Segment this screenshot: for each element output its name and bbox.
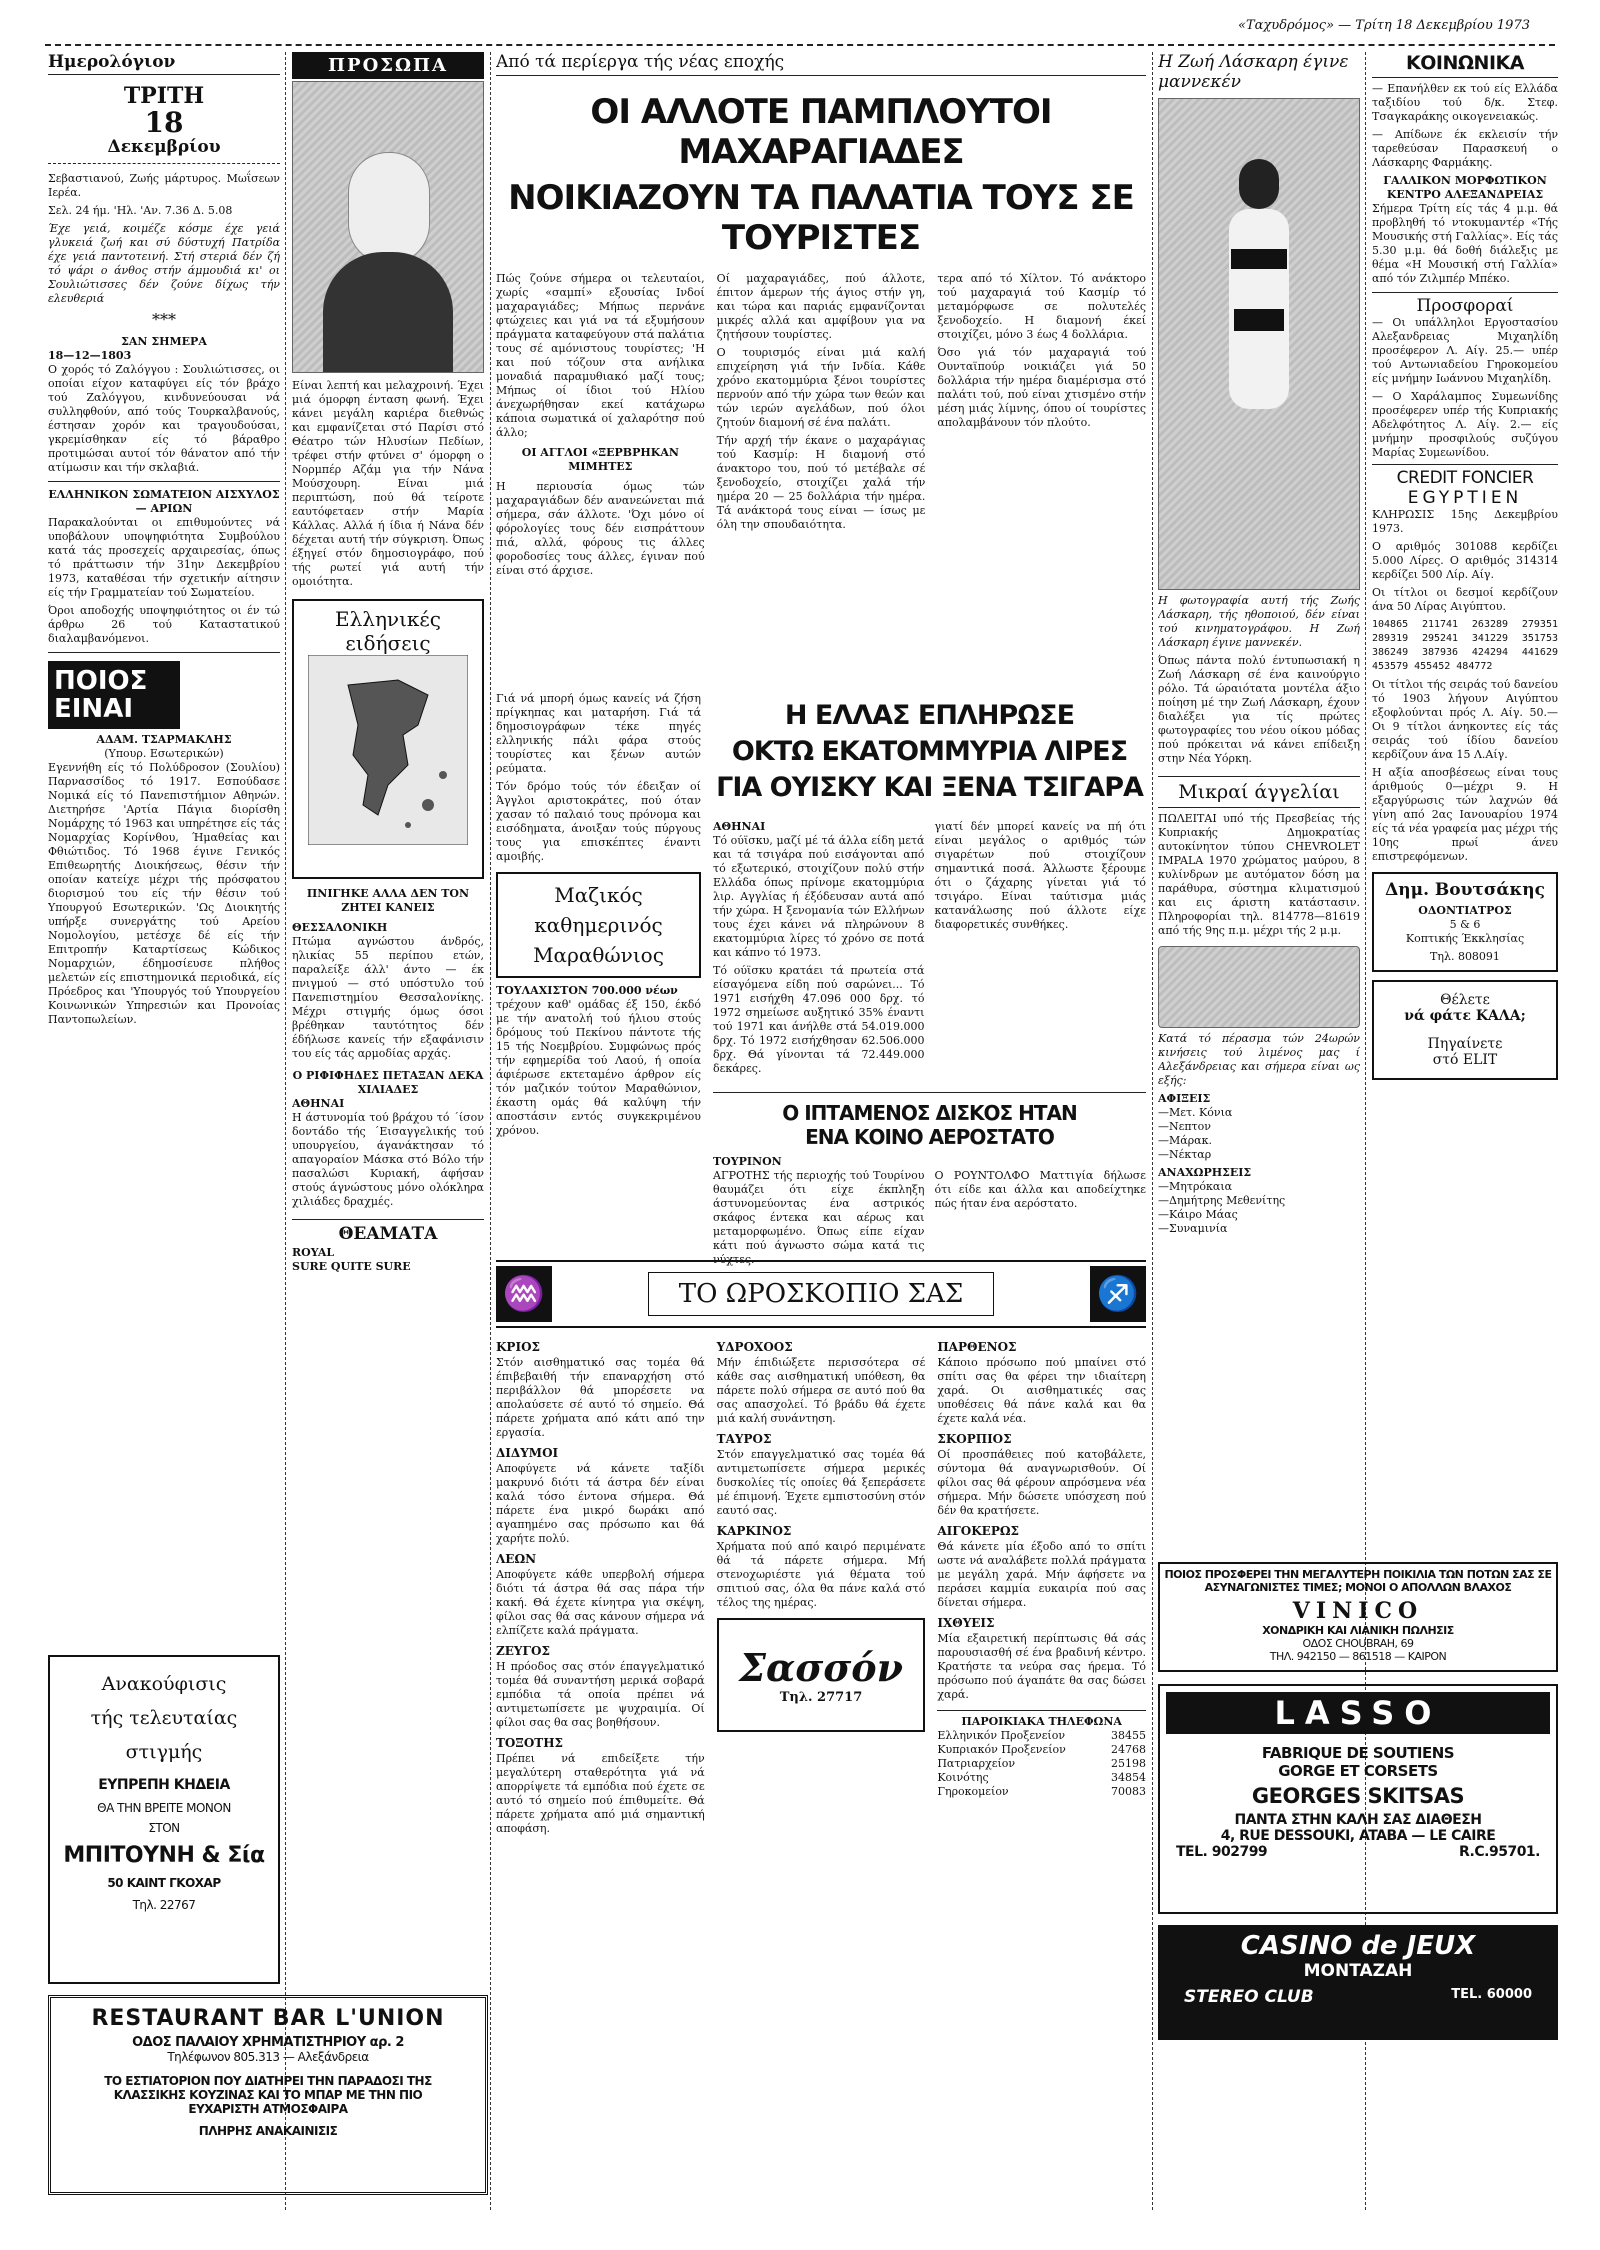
casino-club: STEREO CLUB xyxy=(1184,1987,1314,2007)
sign-name: ΖΕΥΓΟΣ xyxy=(496,1644,550,1658)
arrivals-heading: ΑΦΙΞΕΙΣ xyxy=(1158,1092,1211,1105)
sign-name: ΙΧΘΥΕΙΣ xyxy=(937,1616,995,1630)
dentist-address-number: 5 & 6 xyxy=(1449,918,1481,931)
balloon-headline-2: ΕΝΑ ΚΟΙΝΟ ΑΕΡΟΣΤΑΤΟ xyxy=(805,1125,1054,1149)
dentist-address: Κοπτικής Έκκλησίας xyxy=(1405,932,1525,945)
dentist-name: Δημ. Βουτσάκης xyxy=(1385,880,1545,900)
departure-item: —Κάιρο Μάας xyxy=(1158,1208,1238,1221)
whisky-headline-3: ΓΙΑ ΟΥΙΣΚΥ ΚΑΙ ΞΕΝΑ ΤΣΙΓΑΡΑ xyxy=(716,772,1143,803)
masthead: «Ταχυδρόμος» — Τρίτη 18 Δεκεμβρίου 1973 xyxy=(1238,18,1530,33)
elit-line-4: στό ELIT xyxy=(1432,1052,1498,1068)
social-item: — Επανήλθεν εκ τού είς Ελλάδα ταξιδίου τού δ/κ. Στεφ. Τσαγκαράκης οικογενειακώς. xyxy=(1372,82,1558,123)
greece-map-icon xyxy=(308,655,468,845)
departure-item: —Μητρόκαια xyxy=(1158,1180,1233,1193)
balloon-city: ΤΟΥΡΙΝΟΝ xyxy=(713,1155,782,1168)
classifieds-heading: Μικραί άγγελίαι xyxy=(1158,776,1360,808)
funeral-relief-3: στιγμής xyxy=(125,1741,203,1763)
phone-number: 70083 xyxy=(1111,1785,1146,1798)
elit-ad xyxy=(1372,980,1558,1080)
union-address: ΟΔΟΣ ΠΑΛΑΙΟΥ ΧΡΗΜΑΤΙΣΤΗΡΙΟΥ αρ. 2 xyxy=(132,2035,404,2050)
hellenic-news-box xyxy=(292,599,484,879)
sign-text: Οί προσπάθειες πού κατοβάλετε, σύντομα θά αναγνωρισθούν. Οί φίλοι σας θά φέρουν απρόσμενα νέα σήμερα. Μήν δώσετε υπόσχεση πού δέν θα κρατήσετε. xyxy=(937,1448,1146,1517)
story-text: Όσο γιά τόν μαχαραγιά τού Ουνταϊπούρ νοικιάζει γιά 50 δολλάρια τήν ημέρα διαμέρισμα στό παλάτι τού, πού είναι χτισμένο στήν μέση μιάς λίμνης, όπου οί τουρίστες απολαμβάνουν τόν πλούτο. xyxy=(937,346,1146,429)
sun-times: Σελ. 24 ήμ. 'Ηλ. 'Αν. 7.36 Δ. 5.08 xyxy=(48,204,233,217)
sasson-logo: Σασσόν xyxy=(739,1645,903,1690)
whisky-col-2 xyxy=(935,820,1147,1080)
sign-name: ΔΙΔΥΜΟΙ xyxy=(496,1446,559,1460)
social-heading: ΚΟΙΝΩΝΙΚΑ xyxy=(1372,52,1558,78)
vinico-address: ΟΔΟΣ CHOUBRAH, 69 xyxy=(1302,1637,1414,1650)
lasso-logo: LASSO xyxy=(1166,1692,1550,1734)
departures-heading: ΑΝΑΧΩΡΗΣΕΙΣ xyxy=(1158,1166,1252,1179)
royal-film: SURE QUITE SURE xyxy=(292,1260,411,1273)
day-number: 18 xyxy=(144,106,184,139)
sasson-phone: Τηλ. 27717 xyxy=(779,1690,863,1705)
phone-row xyxy=(937,1757,1146,1771)
today-text: Ο χορός τό Ζαλόγγου : Σουλιώτισσες, οι οποίαι είχον καταφύγει είς τόν βράχο τού Ζαλόγγου, κινδυνεύουσαι νά συλληφθούν, από τούς Τουρκαλβανούς, έστησαν χορόν και τραγουδούσαι, γκρεμίσθηκαν είς τό βάραθρο προτιμώσαι αυτοί τόν θάνατον από τήν ατίμωσιν και τήν σκλαβιά. xyxy=(48,363,280,474)
theatres-heading: ΘΕΑΜΑΤΑ xyxy=(292,1219,484,1244)
dentist-title: ΟΔΟΝΤΙΑΤΡΟΣ xyxy=(1418,904,1512,917)
association-heading: ΕΛΛΗΝΙΚΟΝ ΣΩΜΑΤΕΙΟΝ ΑΙΣΧΥΛΟΣ — ΑΡΙΩΝ xyxy=(48,488,280,515)
top-rule xyxy=(45,44,1555,46)
offers-text-2: — Ο Χαράλαμπος Συμεωνίδης προσέφερεν υπέρ τής Κυπριακής Αδελφότητος Λ. Αίγ. 2.— είς μνήμην προσφιλούς συζύγου Μαρίας Συμεωνίδου. xyxy=(1372,390,1558,459)
casino-title: CASINO de JEUX xyxy=(1240,1931,1476,1961)
phone-number: 24768 xyxy=(1111,1743,1146,1756)
story-col-1 xyxy=(496,272,705,692)
story-text: Οί μαχαραγιάδες, πού άλλοτε, έπιτον άμερων τής άγιος στήν γη, και τώρα και παριάς εμφανίζονται μικρές αλλά και αμφίβουν για να ζητήσουν τουρίστες. xyxy=(716,272,926,341)
whisky-headline-2: ΟΚΤΩ ΕΚΑΤΟΜΜΥΡΙΑ ΛΙΡΕΣ xyxy=(731,736,1128,767)
union-restaurant-ad xyxy=(48,1995,488,2195)
sign-text: Αποφύγετε νά κάνετε ταξίδι μακρυνό διότι τά άστρα δέν είναι καλά τόσο έντονα σήμερα. Θά πάρετε ένα μικρό δωράκι από αγαπημένο σας πρόσωπο και θά χαρήτε πολύ. xyxy=(496,1462,705,1545)
aquarius-icon: ♒ xyxy=(496,1266,552,1322)
sign-name: ΚΡΙΟΣ xyxy=(496,1340,541,1354)
credit-text-4: Οι τίτλοι τής σειράς τού δανείου τό 1903 λήγουν Αιγύπτου εξοφλούνται πρός Λ. Αίγ. 50.— Οι 9 τίτλοι άνηκοντες είς τάς σειράς τού ίδίου δανείου κερδίζουν άνα 15 Λ.Αίγ. xyxy=(1372,678,1558,761)
sign-name: ΣΚΟΡΠΙΟΣ xyxy=(937,1432,1012,1446)
french-heading: ΓΑΛΛΙΚΟΝ ΜΟΡΦΩΤΙΚΟΝ ΚΕΝΤΡΟ ΑΛΕΞΑΝΔΡΕΙΑΣ xyxy=(1383,174,1547,201)
lower-stories xyxy=(496,692,1146,1266)
ship-text: Κατά τό πέρασμα τών 24ωρών κινήσεις τού λιμένος μας ί Αλεξάνδρειας και σήμερα είναι ως εξής: xyxy=(1158,1032,1360,1087)
vinico-logo: VINICO xyxy=(1292,1598,1424,1624)
balloon-body xyxy=(713,1169,1146,1271)
who-name: ΑΔΑΜ. ΤΣΑΡΜΑΚΛΗΣ xyxy=(96,733,232,746)
phone-name: Κυπριακόν Προξενείον xyxy=(937,1743,1066,1756)
news1-city: ΘΕΣΣΑΛΟΝΙΚΗ xyxy=(292,921,388,934)
section-title: Από τά περίεργα τής νέας εποχής xyxy=(496,52,1146,76)
phone-row xyxy=(937,1729,1146,1743)
news2-city: ΑΘΗΝΑΙ xyxy=(292,1097,345,1110)
casino-phone: TEL. 60000 xyxy=(1451,1987,1532,2002)
funeral-line-2: ΘΑ ΤΗΝ ΒΡΕΙΤΕ ΜΟΝΟΝ xyxy=(97,1801,231,1815)
whisky-text: Τό ούϊσκυ κρατάει τά πρωτεία στά είσαγόμενα είδη πού σαρώνει... Τό 1971 εισήχθη 47.096 000 δρχ. τό 1972 σημείωσε αυξητικό 35% έναντι τού 1971 και άνήλθε στά 54.019.000 δρχ. Τό 1972 εισήχθησαν 62.506.000 δρχ. Θά γίνονται τά 72.449.000 δεκάρες. xyxy=(713,964,925,1075)
news2-text: Η άστυνομία τού βράχου τό ΄ίσον δοντάδο τής ΄Εισαγγελικής τού υπουργείου, άγανάκτησαν τό απαγοραίον Μάσκα στό Βόλο τήν πασαλώσι Κυριακή, άφήσαν στούς άγνώστους μόνο ολόκληρα χιλιάδες δραχμές. xyxy=(292,1111,484,1208)
month-name: Δεκεμβρίου xyxy=(107,137,221,157)
column-separator xyxy=(490,52,491,2210)
story-text: τερα από τό Χίλτον. Τό ανάκτορο τού μαχαραγιά τού Κασμίρ τό μεταμόρφωσε σε πολυτελές ξενοδοχείο. Η διαμονή έκεί στοιχίζει, μόνο 3 έως 4 δολλάρια. xyxy=(937,272,1146,341)
funeral-name: ΜΠΙΤΟΥΝΗ & Σία xyxy=(63,1843,265,1868)
sagittarius-icon: ♐ xyxy=(1090,1266,1146,1322)
whisky-body xyxy=(713,820,1146,1080)
today-heading: ΣΑΝ ΣΗΜΕΡΑ xyxy=(121,335,207,348)
funeral-relief-2: τής τελευταίας xyxy=(90,1707,238,1729)
laskari-photo xyxy=(1158,98,1360,590)
laskari-heading: Η Ζωή Λάσκαρη έγινε μαννεκέν xyxy=(1158,52,1349,92)
sign-name: ΠΑΡΘΕΝΟΣ xyxy=(937,1340,1017,1354)
phone-row xyxy=(937,1771,1146,1785)
funeral-ad xyxy=(48,1655,280,1984)
ship-icon xyxy=(1158,946,1360,1028)
phone-row xyxy=(937,1785,1146,1799)
arrival-item: —Μάρακ. xyxy=(1158,1134,1212,1147)
classifieds-text: ΠΩΛΕΙΤΑΙ υπό τής Πρεσβείας τής Κυπριακής Δημοκρατίας αυτοκίνητον τύπου CHEVROLET IMPALA 1970 χρώματος μαύρου, 8 κυλίνδρων με αυτόματον δόση μα παράθυρα, σύστημα κλιματισμού και εις άριστη κατάστασιν. Πληροφορίαι τηλ. 814778—81619 από τής 9ης π.μ. μέχρι τής 2 μ.μ. xyxy=(1158,812,1360,937)
social-column xyxy=(1372,52,1558,1372)
royal-cinema: ROYAL xyxy=(292,1246,335,1259)
sign-text: Θά κάνετε μία έξοδο από το σπίτι ωστε νά αναλάβετε πολλά πράγματα με μεγάλη χαρά. Μήν άφήσετε να περάσει καμμία ευκαιρία πού σας δίνεται σήμερα. xyxy=(937,1540,1146,1609)
whisky-headline-1: Η ΕΛΛΑΣ ΕΠΛΗΡΩΣΕ xyxy=(784,700,1075,731)
sign-text: Χρήματα πού από καιρό περιμένατε θά τά πάρετε σήμερα. Μή στενοχωριέστε γιά θέματα τού σπιτιού σας, όλα θα πάνε καλά στό τέλος της ημέρας. xyxy=(716,1540,926,1609)
credit-numbers: 104865 211741 263289 279351 289319 295241 341229 351753 386249 387936 424294 441629 453579 455452 484772 xyxy=(1372,619,1558,672)
credit-foncier-subtitle: EGYPTIEN xyxy=(1407,488,1523,508)
sign-text: Πρέπει νά επιδείξετε τήν μεγαλύτερη σταθερότητα γιά νά απορρίψετε τά εμπόδια πού έχετε σε αυτό τό σημείο πού έπιθυμείτε. Θά πάρετε χρήματα από μιά σημαντική αποφάση. xyxy=(496,1752,705,1835)
main-stories-column xyxy=(496,52,1146,1852)
french-text: Σήμερα Τρίτη είς τάς 4 μ.μ. θά προβληθή τό ντοκυμαντέρ «Τής Μουσικής στή Γαλλίας». Είς τάς 5.30 μ.μ. θά δοθή διάλεξις με θέμα «Η Μουσική στή Γαλλία» από τόν Ζιλμπέρ Μπέκο. xyxy=(1372,202,1558,285)
mass-marathon-col xyxy=(496,692,701,1252)
marathon-title-1: Μαζικός xyxy=(554,883,643,907)
horoscope-title: ΤΟ ΩΡΟΣΚΟΠΙΟ ΣΑΣ xyxy=(648,1272,994,1316)
phone-name: Γηροκομείον xyxy=(937,1785,1009,1798)
phone-number: 38455 xyxy=(1111,1729,1146,1742)
phone-name: Πατριαρχείον xyxy=(937,1757,1016,1770)
who-role: (Υπουρ. Εσωτερικών) xyxy=(104,747,224,760)
portrait-body xyxy=(323,252,453,372)
vinico-sub: ΧΟΝΔΡΙΚΗ ΚΑΙ ΛΙΑΝΙΚΗ ΠΩΛΗΣΙΣ xyxy=(1262,1624,1454,1637)
laskari-caption: Η φωτογραφία αυτή τής Ζωής Λάσκαρη, τής ηθοποιού, δέν είναι τού κινηματογράφου. Η Ζωή Λάσκαρη έγινε μαννεκέν. xyxy=(1158,594,1360,649)
prosopa-text: Είναι λεπτή και μελαχροινή. Έχει μιά όμορφη ένταση φωνή. Έχει κάνει μεγάλη καριέρα διεθνώς και εμφανίζεται στό Παρίσι στό Θέατρο τών Ηλυσίων Πεδίων, τρέφει στήν φτύνει σ' όμορφη ο Νορμπέρ Αζάμ για τήν Νάνα Μούσχουρη. Είναι μιά περιπτώση, πού θά τείροτε εαυτόφεταεν στήν Μαρία Κάλλας. Αλλά ή ίδια ή Νάνα δέν δέχεται αυτή τήν σύγκριση. Όπως έξηγεί στόν δημοσιογράφο, πού τής ρωτεί γιά αυτή τήν ομοιότητα. xyxy=(292,379,484,588)
funeral-line-1: ΕΥΠΡΕΠΗ ΚΗΔΕΙΑ xyxy=(98,1777,230,1793)
news1-text: Πτώμα αγνώστου άνδρός, ηλικίας 55 περίπου ετών, παραλείξε άλλ' άντο — έκ πνιγμού — στό υπόστυλο τού Πανεπιστημίου Θεσσαλονίκης. Μέχρι στιγμής όμως όσοι βρέθηκαν ταυτότητος δέν έδήλωσε κανείς τήν εξαφάνισιν του είς τάς αρμοδίας αρχάς. xyxy=(292,935,484,1060)
lasso-owner: GEORGES SKITSAS xyxy=(1251,1784,1465,1808)
dentist-ad xyxy=(1372,872,1558,972)
sasson-ad xyxy=(717,1618,926,1732)
horoscope-body xyxy=(496,1334,1146,1840)
horoscope-col-2 xyxy=(717,1334,926,1840)
marathon-text: τρέχουν καθ' ομάδας έξ 150, έκδό με τήν ανατολή τού ήλιου στούς δρόμους τού Πεκίνου πάντοτε τής 15 τής Νοεμβρίου. Συμφώνως πρός τήν εφημερίδα τού Λαού, ή οποία άφιέρωσε εκτεταμένο άρθρον είς τόν μαζικόν τούτον Μαραθώνιον, έκαστη ομάς θά καλύψη τήν αποστάσιν εντός συγκεκριμένου χρόνου. xyxy=(496,998,701,1137)
photo-figure-head xyxy=(1239,159,1279,209)
sign-name: ΤΑΥΡΟΣ xyxy=(716,1432,772,1446)
whisky-story xyxy=(713,692,1146,1266)
departure-item: —Συναμινία xyxy=(1158,1222,1228,1235)
funeral-relief-1: Ανακούφισις xyxy=(101,1673,227,1695)
story-text: Πώς ζούνε σήμερα οι τελευταίοι, χωρίς «σαμπί» εξουσίας Ινδοί μαχαραγιάδες; Μήπως περνάνε φτώχειες και γιά να τά εξυμήσουν πράγματα καταφεύγουν στά παλάτια τους σέ αμόνιστους τουρίστες; 'Η και πού τόζουν στα ανήλικα μοναδιά παραμυθιακό μαζί τους; Μήπως οί ίδιοι τού Ηλίου άνεχωρήθησαν εκεί κατάχωρω κάποια σωματικά οί χαλαρότησ πού άλλο; xyxy=(496,272,705,439)
balloon-text: Ο ΡΟΥΝΤΟΛΦΟ Ματτιγία δήλωσε ότι είδε και άλλα και αποδείχτηκε πώς ήταν ένα αερόστατο. xyxy=(934,1169,1146,1210)
arrival-item: —Νεπτον xyxy=(1158,1120,1211,1133)
lasso-ad xyxy=(1158,1684,1558,1914)
union-phone: Τηλέφωνον 805.313 — Αλεξάνδρεια xyxy=(167,2050,369,2064)
casino-location: MONTAZAH xyxy=(1303,1961,1413,1981)
story-text: Γιά νά μπορή όμως κανείς νά ζήση πρίγκηπας και ματαρήση. Γιά τά δημοσιογράφων τέκε πηγές ελληνικής πάλι φάρα στούς τουρίστες και ξένων αυτών ρεύματα. xyxy=(496,692,701,775)
who-is-line-1: ΠΟΙΟΣ xyxy=(54,666,148,696)
story-text: Ο τουρισμός είναι μιά καλή επιχείρηση γιά τήν Ινδία. Κάθε χρόνο εκατομμύρια ξένοι τουρίστες περνούν από τήν χώρα των θεών και τών ιερών αγελάδων, πού όλοι ζητούν διαμονή σέ ένα παλάτι. xyxy=(716,346,926,429)
news2-heading: Ο ΡΙΦΙΦΗΔΕΣ ΠΕΤΑΞΑΝ ΔΕΚΑ ΧΙΛΙΑΔΕΣ xyxy=(292,1069,484,1096)
funeral-phone: Τηλ. 22767 xyxy=(132,1898,196,1912)
sign-name: ΥΔΡΟΧΟΟΣ xyxy=(716,1340,793,1354)
portrait-photo xyxy=(292,81,484,373)
credit-text-3: Οι τίτλοι οι δεσμοί κερδίζουν άνα 50 Λίρας Αιγύπτου. xyxy=(1372,586,1558,613)
credit-foncier-title: CREDIT FONCIER xyxy=(1372,464,1558,488)
phone-row xyxy=(937,1743,1146,1757)
association-text-2: Όροι αποδοχής υποψηφιότητος οι έν τώ άρθρω 26 τού Καταστατικού διαλαμβανόμενοι. xyxy=(48,604,280,645)
sign-text: Κάποιο πρόσωπο πού μπαίνει στό σπίτι σας θα φέρει την ιδιαίτερη χαρά. Οι αισθηματικές σας υποθέσεις θά πάνε καλά και θα έχετε καλά νέα. xyxy=(937,1356,1146,1425)
phone-name: Ελληνικόν Προξενείον xyxy=(937,1729,1066,1742)
lasso-line-2: GORGE ET CORSETS xyxy=(1278,1762,1438,1780)
story-col-3 xyxy=(937,272,1146,692)
column-separator xyxy=(285,52,286,2210)
funeral-address: 50 ΚΑΙΝΤ ΓΚΟΧΑΡ xyxy=(107,1876,221,1890)
phones-list xyxy=(937,1729,1146,1799)
sign-name: ΚΑΡΚΙΝΟΣ xyxy=(716,1524,792,1538)
whisky-city: ΑΘΗΝΑΙ xyxy=(713,820,766,833)
photo-figure-top xyxy=(1231,249,1287,269)
elit-line-3: Πηγαίνετε xyxy=(1427,1036,1503,1052)
lasso-address: 4, RUE DESSOUKI, ATABA — LE CAIRE xyxy=(1220,1828,1496,1844)
column-separator xyxy=(1152,52,1153,2210)
vinico-headline: ΠΟΙΟΣ ΠΡΟΣΦΕΡΕΙ ΤΗΝ ΜΕΓΑΛΥΤΕΡΗ ΠΟΙΚΙΛΙΑ ΤΩΝ ΠΟΤΩΝ ΣΑΣ ΣΕ ΑΣΥΝΑΓΩΝΙΣΤΕΣ ΤΙΜΕΣ; ΜΟΝΟΙ Ο ΑΠΟΛΛΩΝ ΒΛΑΧΟΣ xyxy=(1164,1568,1552,1594)
poem-text: Έχε γειά, κοιμέζε κόσμε έχε γειά γλυκειά ζωή και σύ δύστυχή Πατρίδα έχε γειά παντοτεινή. Στή στεριά δέν ζή τό ψάρι ο άνθος στήν άμμουδιά κι' οι Σουλιώτισσες δέν ζούνε δίχως τήν ελευθεριά xyxy=(48,222,280,305)
divider xyxy=(48,652,280,653)
laskari-column xyxy=(1158,52,1360,1372)
vinico-ad xyxy=(1158,1562,1558,1672)
who-is-line-2: ΕΙΝΑΙ xyxy=(54,694,133,724)
today-date: 18—12—1803 xyxy=(48,349,132,362)
sign-text: Μήν έπιδιώξετε περισσότερα σέ κάθε σας αισθηματική υπόθεση, θα πάρετε πολύ σήμερα σε αυτό πού θα σας απασχολεί. Τό βράδυ θά έχετε μιά καλή συνάντηση. xyxy=(716,1356,926,1425)
sign-text: Στόν αισθηματικό σας τομέα θά έπιβεβαιθή τήν επαναρχήση στό περιβάλλον θά μπορέσετε να απολαύσετε σέ αυτό τό σημείο. Θά πάρετε χρήματα από κάτι από την εργασία. xyxy=(496,1356,705,1439)
story-col-2 xyxy=(717,272,926,692)
offers-text: — Οι υπάλληλοι Εργοστασίου Αλεξανδρειας Μιχαηλίδη προσέφερον Λ. Αίγ. 25.— υπέρ τού Αντωνιαδείου Γηροκομείου είς μνήμην Ιωάννου Μιχαηλίδη. xyxy=(1372,316,1558,385)
marathon-box xyxy=(496,872,701,978)
lasso-line-4: ΠΑΝΤΑ ΣΤΗΝ ΚΑΛΗ ΣΑΣ ΔΙΑΘΕΣΗ xyxy=(1234,1812,1482,1828)
phone-number: 34854 xyxy=(1111,1771,1146,1784)
who-is-banner xyxy=(48,661,180,729)
people-column xyxy=(292,52,484,2002)
lasso-line-1: FABRIQUE DE SOUTIENS xyxy=(1261,1744,1455,1762)
departure-item: —Δημήτρης Μεθενίτης xyxy=(1158,1194,1286,1207)
balloon-headline-1: Ο ΙΠΤΑΜΕΝΟΣ ΔΙΣΚΟΣ ΗΤΑΝ xyxy=(782,1101,1077,1125)
sign-name: ΛΕΩΝ xyxy=(496,1552,537,1566)
hellenic-news-title-2: ειδήσεις xyxy=(345,631,431,655)
maharaja-story xyxy=(496,272,1146,692)
credit-text: ΚΛΗΡΩΣΙΣ 15ης Δεκεμβρίου 1973. xyxy=(1372,508,1558,535)
balloon-headline xyxy=(713,1092,1146,1149)
elit-line-1: Θέλετε xyxy=(1440,992,1490,1008)
marathon-title-2: καθημερινός xyxy=(534,913,663,937)
vinico-phone: ΤΗΛ. 942150 — 861518 — ΚΑΙΡΟΝ xyxy=(1269,1650,1447,1663)
marathon-title-3: Μαραθώνιος xyxy=(533,943,664,967)
sign-text: Μία εξαιρετική περίπτωσις θά σάς παρουσιασθή σέ ένα βραδινή κέντρο. Κρατήστε τα νεύρα σας ήρεμα. Τό πρόσωπο πού άγαπάτε θα σας δώσει χαρά. xyxy=(937,1632,1146,1701)
divider xyxy=(48,481,280,482)
horoscope-col-3 xyxy=(937,1334,1146,1840)
casino-footer xyxy=(1164,1987,1552,2007)
lasso-phone: TEL. 902799 xyxy=(1176,1844,1268,1860)
story-text: Τήν αρχή τήν έκανε ο μαχαράγιας τού Κασμίρ: Η διαμονή στό άνακτορο του, πού τό μετέβαλε σέ ξενοδοχείο, στοιχίζει χαλά τήν ημέρα 20 — 25 δολλάρια τήν ημέρα. Τά ανάκτορά τους είναι — ίσως με όλη την σπουδαιότητα. xyxy=(716,434,926,531)
news1-heading: ΠΝΙΓΗΚΕ ΑΛΛΑ ΔΕΝ ΤΟΝ ΖΗΤΕΙ ΚΑΝΕΙΣ xyxy=(306,887,470,914)
laskari-text: Όπως πάντα πολύ έντυπωσιακή η Ζωή Λάσκαρη σέ ένα καινούργιο ρόλο. Τά ώραιότατα μοντέλα άξιο ποίηση μέ την Ζωή Λάσκαρη, έχουν διαλέξει για τίς πρώτες φωτογραφίες του νέου οίκου μόδας πού πρόκειται νά κάνει επίδειξη στην Νέα Υόρκη. xyxy=(1158,654,1360,765)
union-description: ΤΟ ΕΣΤΙΑΤΟΡΙΟΝ ΠΟΥ ΔΙΑΤΗΡΕΙ ΤΗΝ ΠΑΡΑΔΟΣΙ ΤΗΣ ΚΛΑΣΣΙΚΗΣ ΚΟΥΖΙΝΑΣ ΚΑΙ ΤΟ ΜΠΑΡ ΜΕ ΤΗΝ ΠΙΟ ΕΥΧΑΡΙΣΤΗ ΑΤΜΟΣΦΑΙΡΑ xyxy=(104,2074,432,2116)
credit-text-5: Η αξία αποσβέσεως είναι τους άριθμούς 0—μέχρι 9. Η εξαργύρωσις τών λαχνών θά γίνη από 2ας Ιανουαρίου 1974 είς τά νέα γραφεία μας μέχρι τής 10ης πρωί άνευ επιστρεφόμενων. xyxy=(1372,766,1558,863)
lasso-footer xyxy=(1166,1844,1550,1860)
association-text: Παρακαλούνται οι επιθυμούντες νά υποβάλουν υποψηφιότητα Συμβούλου κατά τάς προσεχείς αρχαιρεσίας, όπως τό πράττωσιν τήν 31ην Δεκεμβρίου 1973, καταθέσαι τήν σχετικήν αίτησιν είς τήν Γραμματείαν τού Σωματείου. xyxy=(48,516,280,599)
union-title: RESTAURANT BAR L'UNION xyxy=(91,2006,445,2031)
photo-figure-bottom xyxy=(1234,309,1284,331)
sign-text: Αποφύγετε κάθε υπερβολή σήμερα διότι τά άστρα θά σας πάρα τήν κακή. Θά έχετε κίνητρα για σκέψη, φίλοι σας θά σας κάνουν σήμερα νά ελπίζετε καλά πράγματα. xyxy=(496,1568,705,1637)
marathon-heading: ΤΟΥΛΑΧΙΣΤΟΝ 700.000 νέων xyxy=(496,984,678,997)
whisky-text: Τό ούϊσκυ, μαζί μέ τά άλλα είδη μετά και τά τσιγάρα πού εισάγονται από τό εξωτερικό, στοιχίζουν πολύ στήν Ελλάδα όπως πρίνομε εκατομμύρια λιρ. Αγγλίας ή έξόδευσαν αυτά από τήν χώρα. Η ξενομανία τών Ελλήνων τους έχει κάνει νά πληρώνουν 8 εκατομμύρια λίρες τό χρόνο σε ποτά και κάπνο τό 1973. xyxy=(713,834,925,959)
social-item: — Απίδωνε έκ εκλεισίν τήν ταρεθεύσαν Παρασκευή ο Λάσκαρης Φαρμάκης. xyxy=(1372,128,1558,169)
whisky-col-1 xyxy=(713,820,925,1080)
main-headline-2: ΝΟΙΚΙΑΖΟΥΝ ΤΑ ΠΑΛΑΤΙΑ ΤΟΥΣ ΣΕ ΤΟΥΡΙΣΤΕΣ xyxy=(508,178,1134,258)
hellenic-news-title-1: Ελληνικές xyxy=(335,607,441,631)
balloon-text: ΑΓΡΟΤΗΣ τής περιοχής τού Τουρίνου θαυμάζει ότι είχε έκπληξη άστυνομεύοντας ένα αστρικός σκάφος έντεκα και αέρως και μεταμορφωμένο. Όπως είπε είχαν κάτι πού άγνωστο σώμα κατά τις νύχτες. xyxy=(713,1169,925,1266)
date-block xyxy=(48,83,280,164)
whisky-headline xyxy=(713,698,1146,806)
stars-divider: *** xyxy=(152,310,176,329)
calendar-column xyxy=(48,52,280,1652)
sign-text: Στόν επαγγελματικό σας τομέα θά αντιμετωπίσετε σήμερα μερικές δυσκολίες τίς οποίες θά ξεπεράσετε μέ έπιμονή. Έχετε εμπιστοσύνη στόν εαυτό σας. xyxy=(716,1448,926,1517)
story-text: Τόν δρόμο τούς τόν έδειξαν οί Άγγλοι αριστοκράτες, πού όταν χασαν τό παλαιό τους πρόνομα και εισόδηματα, άνοιξαν τούς πύργους τους για επισκέπτες έναντι αμοιβής. xyxy=(496,780,701,863)
sign-name: ΑΙΓΟΚΕΡΩΣ xyxy=(937,1524,1020,1538)
dentist-phone: Τηλ. 808091 xyxy=(1430,950,1500,963)
credit-text-2: Ο αριθμός 301088 κερδίζει 5.000 Λίρες. Ο αριθμός 314314 κερδίζει 500 Λίρ. Αίγ. xyxy=(1372,540,1558,581)
lasso-rc: R.C.95701. xyxy=(1459,1844,1540,1860)
arrival-item: —Νέκταρ xyxy=(1158,1148,1212,1161)
elit-line-2: νά φάτε ΚΑΛΑ; xyxy=(1404,1008,1526,1024)
calendar-heading: Ημερολόγιον xyxy=(48,52,280,75)
sign-name: ΤΟΞΟΤΗΣ xyxy=(496,1736,564,1750)
whisky-text: γιατί δέν μπορεί κανείς να πή ότι είναι μεγάλος ο αριθμός τών σιγαρέτων πού στοιχίζουν σημαντικά ποσά. Άλλωστε ξέρουμε ότι ο ζάχαρης γίνεται γιά τό τσιγάρο. Είναι ταύτισμα μιάς κατανάλωσης πού άλλοτε είχε διαφορετικές συνθήκες. xyxy=(934,820,1146,931)
portrait-face xyxy=(348,152,430,264)
story-subhead: ΟΙ ΑΓΓΛΟΙ «ΞΕΡΒΡΗΚΑΝ ΜΙΜΗΤΕΣ xyxy=(521,446,679,473)
prosopa-banner: ΠΡΟΣΩΠΑ xyxy=(292,52,484,79)
saints-text: Σεβαστιανού, Ζωής μάρτυρος. Μωΐσεων Ιερέα. xyxy=(48,172,280,199)
main-headline-1: ΟΙ ΑΛΛΟΤΕ ΠΑΜΠΛΟΥΤΟΙ ΜΑΧΑΡΑΓΙΑΔΕΣ xyxy=(590,92,1052,172)
arrival-item: —Μετ. Κόνια xyxy=(1158,1106,1233,1119)
horoscope-col-1 xyxy=(496,1334,705,1840)
story-text: Η περιουσία όμως τών μαχαραγιάδων δέν ανανεώνεται πιά σήμερα, σάν άλλοτε. 'Όχι μόνο οί φόρολογίες τους δέν εισπράττουν πιά, αλλά, φόρους τις άλλες φοροδοσίες τους άλλες, έγιναν πού είναι στό άρχισε. xyxy=(496,480,705,577)
funeral-line-3: ΣΤΟΝ xyxy=(148,1821,180,1835)
phone-name: Κοινότης xyxy=(937,1771,989,1784)
who-text: Εγεννήθη είς τό Πολύδροσον (Σουλίου) Παρνασσίδος τό 1917. Εσπούδασε Νομικά είς τό Πανεπιστήμιον Αθηνών. Διετηρήσε 'Αρτία Πάγια διορίσθη Νομάρχης τό 1963 και υπηρέτησε είς τάς Νομαρχίας Κορίνθου, Ήμαθείας και Φθιώτιδος. Τό 1968 έγινε Γενικός Επιθεωρητής Διοικήσεως, θέσιν τήν οποίαν κατείχε μέχρι τής πρόσφατου διορισμού του είς τήν θέσιν τού Υπουργού Εσωτερικών. 'Ως Διοικητής υπήρξε συνεργάτης τού Αρείου Νομολογίου, μετέσχε δέ είς τήν Επιτροπήν Καταρτίσεως Κώδικος Νομαρχιών, έδημοσίευσε πλήθος μελετών είς επιστημονικά περιοδικά, είς Πρόεδρος και 'Υπουργός τού Υπουργείου Κοινωνικών Υπηρεσιών και Προνοίας Παντοπωλείων. xyxy=(48,761,280,1026)
casino-ad xyxy=(1158,1925,1558,2040)
day-name: ΤΡΙΤΗ xyxy=(123,83,205,109)
sign-text: Η πρόοδος σας στόν έπαγγελματικό τομέα θά συναντήση μερικά σοβαρά εμπόδια τά οποία πρέπει νά αντιμετωπίσετε με ψυχραιμία. Οί φίλοι σας θα σας βοηθήσουν. xyxy=(496,1660,705,1729)
union-renovation: ΠΛΗΡΗΣ ΑΝΑΚΑΙΝΙΣΙΣ xyxy=(198,2124,338,2138)
offers-heading: Προσφοραί xyxy=(1372,292,1558,316)
phone-number: 25198 xyxy=(1111,1757,1146,1770)
phones-heading: ΠΑΡΟΙΚΙΑΚΑ ΤΗΛΕΦΩΝΑ xyxy=(937,1710,1146,1729)
